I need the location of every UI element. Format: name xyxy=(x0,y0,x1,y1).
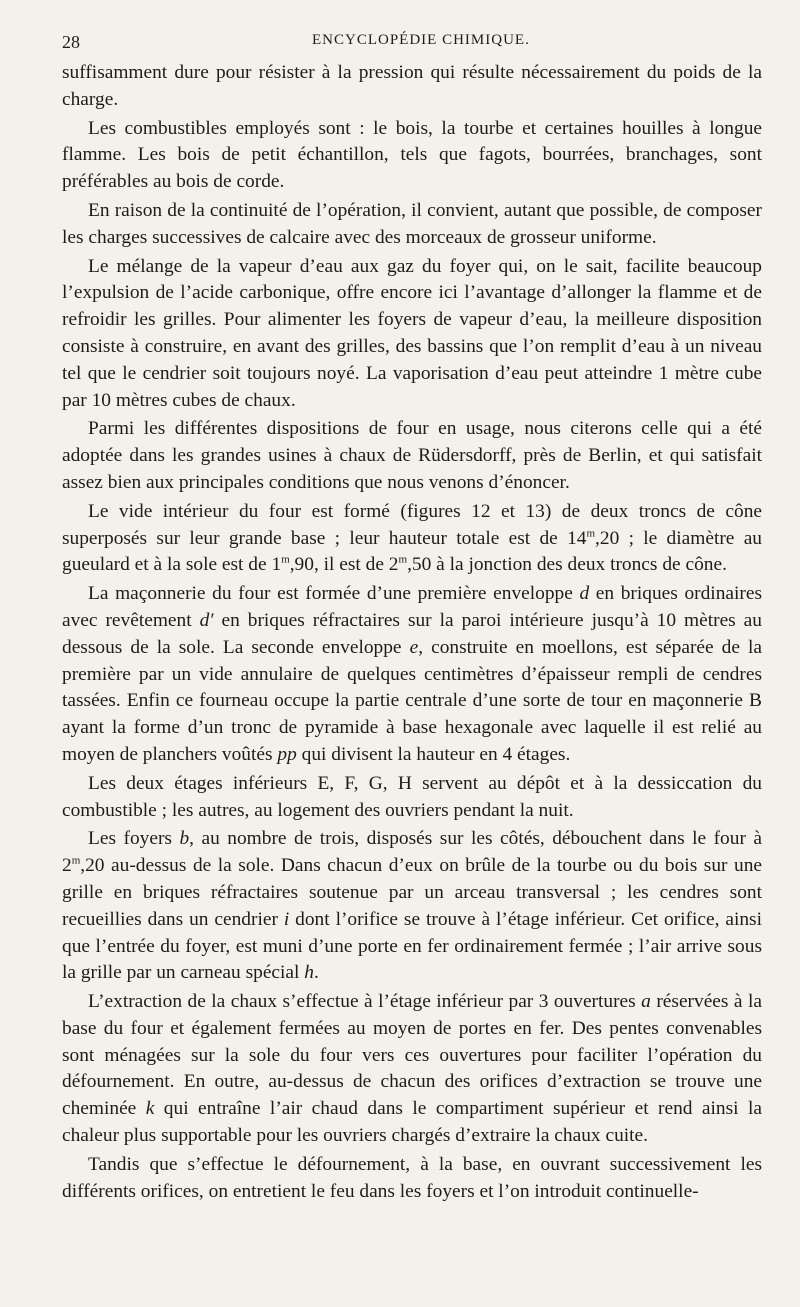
paragraph: Tandis que s’effectue le défournement, à la base, en ouvrant successivement les différents orifices, on entretient le feu dans les foyers et l’on introduit continuelle- xyxy=(62,1153,762,1202)
page-number: 28 xyxy=(62,32,80,52)
paragraph: suffisamment dure pour résister à la pression qui résulte nécessairement du poids de la charge. xyxy=(62,62,762,110)
running-head xyxy=(62,26,762,60)
paragraph: Les deux étages inférieurs E, F, G, H servent au dépôt et à la dessiccation du combustible ; les autres, au logement des ouvriers pendant la nuit. xyxy=(62,772,762,821)
body-text xyxy=(62,60,762,1205)
paragraph: Le mélange de la vapeur d’eau aux gaz du foyer qui, on le sait, facilite beaucoup l’expulsion de l’acide carbonique, offre encore ici l’avantage d’allonger la flamme et de refroidir les grilles. Pour alimenter les foyers de vapeur d’eau, la meilleure disposition consiste à construire, en avant des grilles, des bassins que l’on remplit d’eau à un niveau tel que le cendrier soit toujours noyé. La vaporisation d’eau peut atteindre 1 mètre cube par 10 mètres cubes de chaux. xyxy=(62,255,762,411)
header-title: ENCYCLOPÉDIE CHIMIQUE. xyxy=(312,32,530,48)
paragraph: La maçonnerie du four est formée d’une première enveloppe d en briques ordinaires avec revêtement d′ en briques réfractaires sur la paroi intérieure jusqu’à 10 mètres au dessous de la sole. La seconde enveloppe e, construite en moellons, est séparée de la première par un vide annulaire de quelques centimètres d’épaisseur rempli de cendres tassées. Enfin ce fourneau occupe la partie centrale d’une sorte de tour en maçonnerie B ayant la forme d’un tronc de pyramide à base hexagonale avec laquelle il est relié au moyen de planchers voûtés pp qui divisent la hauteur en 4 étages. xyxy=(62,583,763,765)
paragraph: Les foyers b, au nombre de trois, disposés sur les côtés, débouchent dans le four à 2$^m$,20 au-dessus de la sole. Dans chacun d’eux on brûle de la tourbe ou du bois sur une grille en briques réfractaires soutenue par un arceau transversal ; les cendres sont recueillies dans un cendrier i dont l’orifice se trouve à l’étage inférieur. Cet orifice, ainsi que l’entrée du foyer, est muni d’une porte en fer ordinairement fermée ; l’air arrive sous la grille par un carneau spécial h. xyxy=(62,828,762,984)
paragraph: L’extraction de la chaux s’effectue à l’étage inférieur par 3 ouvertures a réservées à la base du four et également fermées au moyen de portes en fer. Des pentes convenables sont ménagées sur la sole du four vers ces ouvertures pour faciliter l’opération du défournement. En outre, au-dessus de chacun des orifices d’extraction se trouve une cheminée k qui entraîne l’air chaud dans le compartiment supérieur et rend ainsi la chaleur plus supportable pour les ouvriers chargés d’extraire la chaux cuite. xyxy=(62,991,762,1147)
paragraph: Parmi les différentes dispositions de four en usage, nous citerons celle qui a été adoptée dans les grandes usines à chaux de Rüdersdorff, près de Berlin, et qui satisfait assez bien aux principales conditions que nous venons d’énoncer. xyxy=(62,418,762,493)
paragraph: Les combustibles employés sont : le bois, la tourbe et certaines houilles à longue flamme. Les bois de petit échantillon, tels que fagots, bourrées, branchages, sont préférables au bois de corde. xyxy=(62,117,762,193)
paragraph: En raison de la continuité de l’opération, il convient, autant que possible, de composer les charges successives de calcaire avec des morceaux de grosseur uniforme. xyxy=(62,199,762,248)
paragraph: Le vide intérieur du four est formé (figures 12 et 13) de deux troncs de cône superposés sur leur grande base ; leur hauteur totale est de 14$^m$,20 ; le diamètre au gueulard et à la sole est de 1$^m$,90, il est de 2$^m$,50 à la jonction des deux troncs de cône. xyxy=(62,500,762,576)
